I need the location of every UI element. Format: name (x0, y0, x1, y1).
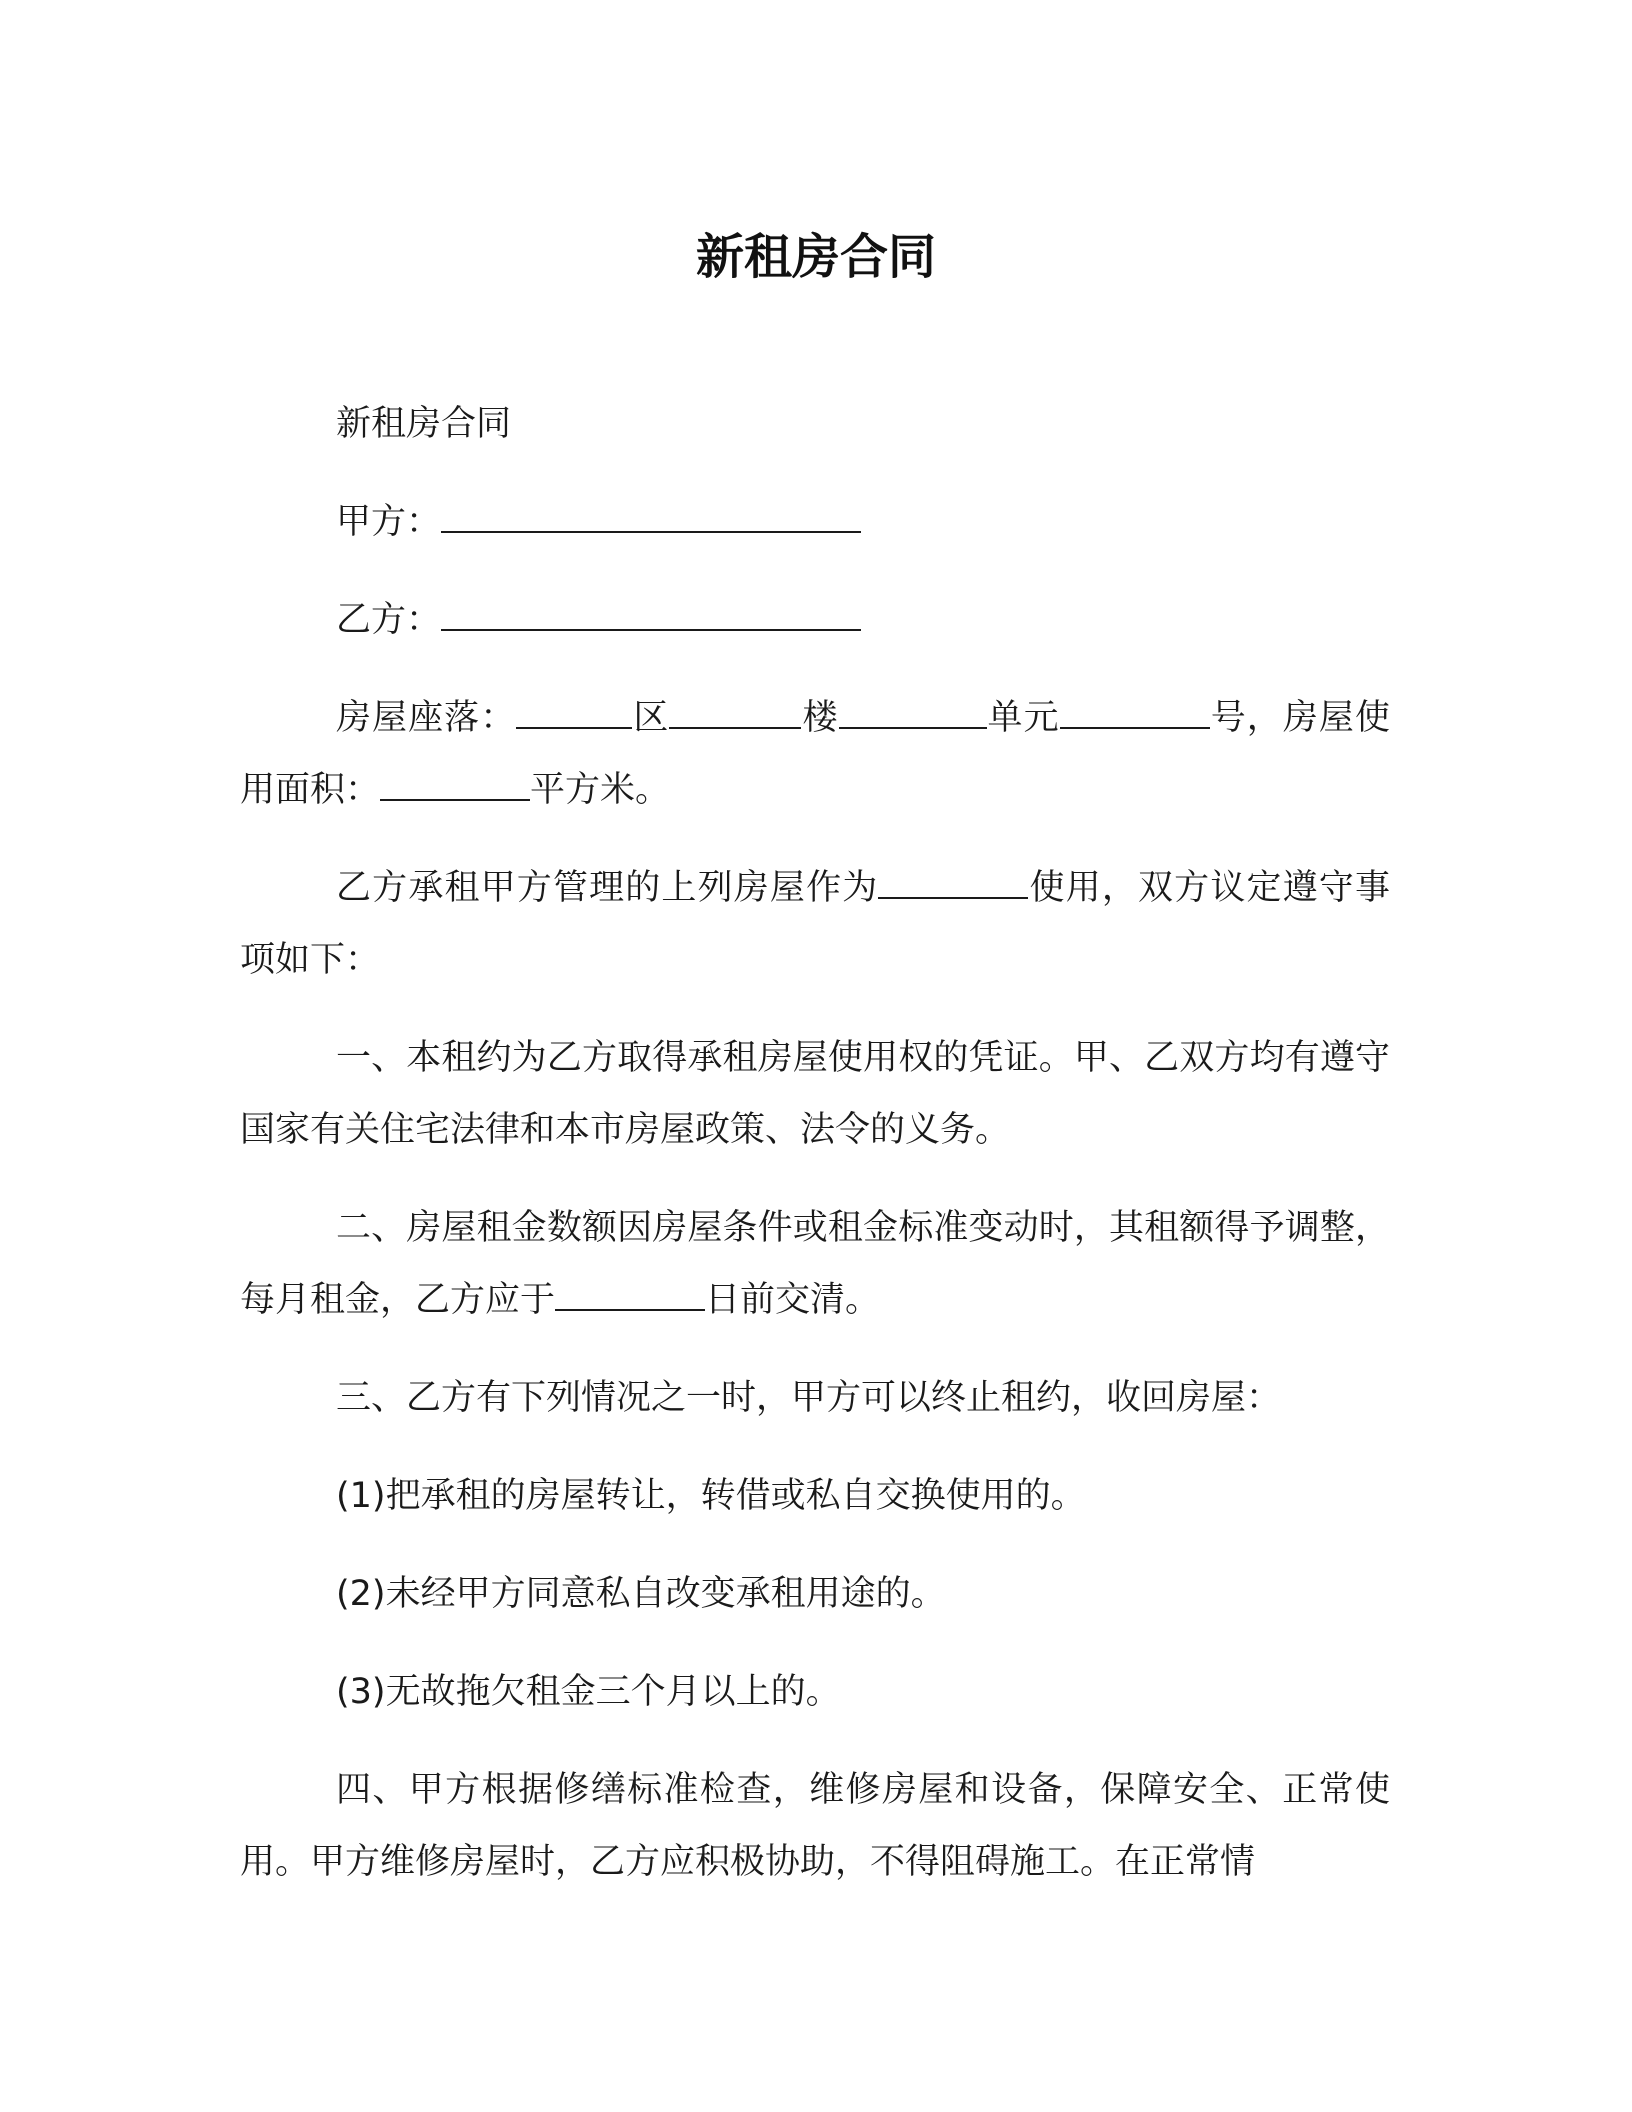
building-blank (669, 689, 801, 729)
clause-3-item: (1)把承租的房屋转让，转借或私自交换使用的。 (336, 1476, 1086, 1516)
usage-blank (878, 859, 1028, 899)
party-b-line (240, 584, 1390, 656)
document-title: 新租房合同 (695, 229, 936, 285)
party-b-label: 乙方： (336, 600, 442, 640)
area-blank (380, 761, 530, 801)
party-b-blank (441, 591, 861, 631)
payment-day-blank (555, 1271, 705, 1311)
number-blank (1060, 689, 1210, 729)
clause-3-item: (2)未经甲方同意私自改变承租用途的。 (336, 1574, 946, 1614)
clause-1: 一、本租约为乙方取得承租房屋使用权的凭证。甲、乙双方均有遵守国家有关住宅法律和本市房屋政策、法令的义务。 (240, 1038, 1390, 1150)
subtitle: 新租房合同 (336, 404, 512, 444)
usage-paragraph: 乙方承租甲方管理的上列房屋作为 使用，双方议定遵守事项如下： (240, 852, 1390, 996)
document-body (240, 388, 1390, 1924)
clause-4: 四、甲方根据修缮标准检查，维修房屋和设备，保障安全、正常使用。甲方维修房屋时，乙方应积极协助，不得阻碍施工。在正常情 (240, 1770, 1390, 1882)
clause-2: 二、房屋租金数额因房屋条件或租金标准变动时，其租额得予调整，每月租金，乙方应于 日前交清。 (240, 1208, 1390, 1320)
location-paragraph: 房屋座落： 区 楼 单元 号，房屋使用面积： 平方米。 (240, 682, 1390, 826)
party-a-blank (441, 493, 861, 533)
district-blank (516, 689, 632, 729)
clause-3-item: (3)无故拖欠租金三个月以上的。 (336, 1672, 841, 1712)
clause-3: 三、乙方有下列情况之一时，甲方可以终止租约，收回房屋： (336, 1378, 1282, 1418)
party-a-label: 甲方： (336, 502, 442, 542)
unit-blank (839, 689, 987, 729)
party-a-line (240, 486, 1390, 558)
